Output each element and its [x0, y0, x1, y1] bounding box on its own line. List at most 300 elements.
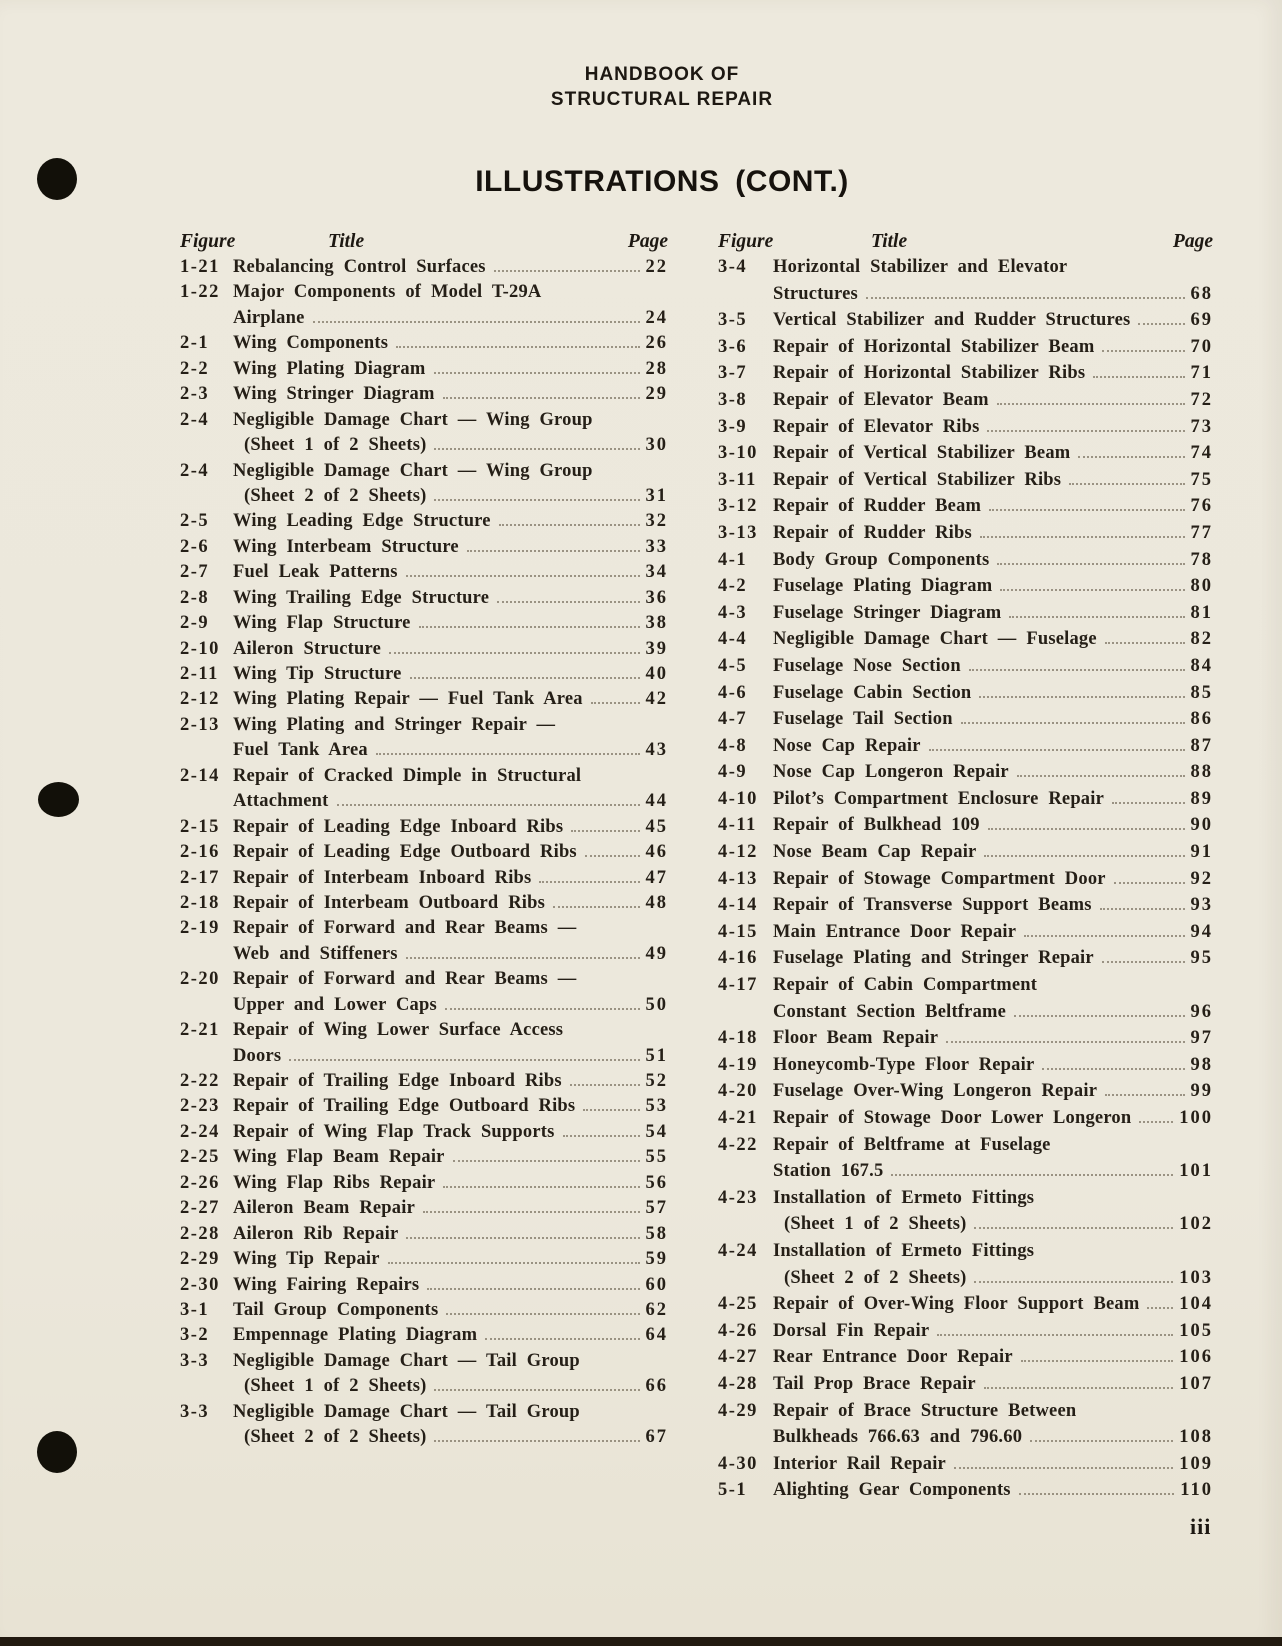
figure-number: 2-5: [180, 511, 210, 532]
page-number: 103: [1179, 1267, 1213, 1288]
dot-leader: [961, 722, 1185, 724]
toc-rows: [718, 257, 1213, 1507]
figure-number: 4-30: [718, 1453, 758, 1474]
toc-row: [718, 417, 1213, 444]
toc-column-left: [180, 231, 668, 1453]
page-number: 90: [1190, 815, 1213, 836]
figure-title: Repair of Elevator Beam: [773, 389, 989, 410]
page-number: 94: [1190, 921, 1213, 942]
dot-leader: [445, 1008, 640, 1010]
page-number: 26: [645, 333, 668, 354]
toc-row: [718, 363, 1213, 390]
dot-leader: [591, 702, 640, 704]
figure-title: Wing Flap Ribs Repair: [233, 1172, 436, 1193]
dot-leader: [1024, 935, 1184, 937]
dot-leader: [497, 601, 639, 603]
figure-title: Repair of Trailing Edge Inboard Ribs: [233, 1071, 562, 1091]
figure-number: 3-8: [718, 389, 748, 410]
figure-title: Rear Entrance Door Repair: [773, 1347, 1013, 1368]
toc-row: [718, 1002, 1213, 1029]
figure-number: 3-2: [180, 1325, 210, 1346]
dot-leader: [1042, 1068, 1184, 1070]
figure-number: 2-12: [180, 689, 220, 710]
toc-row: [180, 969, 668, 994]
toc-row: [180, 944, 668, 969]
figure-title: Repair of Horizontal Stabilizer Beam: [773, 336, 1095, 357]
toc-row: [718, 629, 1213, 656]
figure-number: 3-10: [718, 443, 758, 464]
figure-number: 4-13: [718, 868, 758, 889]
page-number: 22: [645, 257, 668, 277]
figure-title: Rebalancing Control Surfaces: [233, 257, 486, 277]
figure-number: 3-7: [718, 363, 748, 384]
toc-row: [180, 613, 668, 638]
figure-title: (Sheet 2 of 2 Sheets): [244, 1427, 427, 1448]
page-number: 78: [1190, 549, 1213, 570]
toc-row: [718, 1055, 1213, 1082]
toc-row: [180, 384, 668, 409]
figure-title: Repair of Wing Flap Track Supports: [233, 1121, 555, 1142]
page-number: 97: [1190, 1028, 1213, 1049]
toc-row: [718, 1135, 1213, 1162]
toc-row: [718, 736, 1213, 763]
page-number: 101: [1179, 1161, 1213, 1182]
dot-leader: [553, 906, 640, 908]
dot-leader: [406, 575, 640, 577]
figure-title: Repair of Bulkhead 109: [773, 815, 980, 836]
figure-title: Repair of Stowage Compartment Door: [773, 868, 1106, 889]
figure-number: 2-26: [180, 1172, 220, 1193]
figure-title: Fuselage Nose Section: [773, 655, 961, 676]
toc-row: [718, 1480, 1213, 1507]
figure-title: Airplane: [233, 307, 305, 328]
toc-row: [718, 1108, 1213, 1135]
toc-row: [180, 537, 668, 562]
page-number: 47: [645, 867, 668, 888]
toc-row: [180, 842, 668, 867]
dot-leader: [984, 855, 1184, 857]
figure-number: 2-30: [180, 1274, 220, 1295]
page-number: 102: [1179, 1214, 1213, 1235]
figure-number: 5-1: [718, 1480, 748, 1501]
figure-number: 4-16: [718, 948, 758, 969]
page-number: 53: [645, 1096, 668, 1117]
page-number: 45: [645, 816, 668, 837]
figure-number: 2-2: [180, 358, 210, 379]
figure-title: Repair of Elevator Ribs: [773, 416, 980, 437]
figure-number: 2-7: [180, 562, 210, 583]
hole-punch: [37, 1431, 77, 1473]
figure-title: Negligible Damage Chart — Tail Group: [233, 1350, 580, 1371]
figure-number: 4-3: [718, 602, 748, 623]
figure-title: Repair of Forward and Rear Beams —: [233, 918, 577, 939]
toc-row: [718, 1241, 1213, 1268]
toc-row: [718, 523, 1213, 550]
figure-number: 4-25: [718, 1294, 758, 1315]
figure-number: 4-18: [718, 1028, 758, 1049]
page-number: 75: [1190, 469, 1213, 490]
figure-number: 3-3: [180, 1401, 210, 1422]
page-number: 56: [645, 1172, 668, 1193]
figure-number: 2-24: [180, 1121, 220, 1142]
figure-number: 2-3: [180, 384, 210, 405]
dot-leader: [499, 524, 640, 526]
toc-row: [180, 715, 668, 740]
figure-number: 2-11: [180, 664, 219, 684]
page-number: 93: [1190, 895, 1213, 916]
toc-row: [718, 1401, 1213, 1428]
dot-leader: [1021, 1360, 1174, 1362]
figure-title: Floor Beam Repair: [773, 1028, 939, 1049]
figure-title: Fuel Leak Patterns: [233, 562, 398, 583]
figure-number: 4-28: [718, 1373, 758, 1394]
toc-column-right: [718, 231, 1213, 1507]
dot-leader: [467, 550, 640, 552]
figure-number: 3-1: [180, 1299, 210, 1320]
figure-title: Nose Cap Longeron Repair: [773, 762, 1009, 783]
toc-row: [718, 815, 1213, 842]
figure-title: Fuel Tank Area: [233, 740, 368, 761]
page-number: 89: [1190, 788, 1213, 809]
figure-number: 4-26: [718, 1320, 758, 1341]
toc-row: [180, 435, 668, 460]
figure-number: 3-3: [180, 1350, 210, 1371]
dot-leader: [984, 1387, 1173, 1389]
dot-leader: [570, 1084, 640, 1086]
figure-number: 2-19: [180, 918, 220, 939]
figure-title: Repair of Interbeam Outboard Ribs: [233, 892, 545, 913]
page-number: 34: [645, 562, 668, 583]
figure-title: Repair of Beltframe at Fuselage: [773, 1134, 1051, 1155]
figure-number: 3-5: [718, 310, 748, 331]
dot-leader: [1017, 775, 1185, 777]
title-column-header: Title: [871, 231, 908, 252]
dot-leader: [988, 828, 1185, 830]
dot-leader: [446, 1313, 639, 1315]
column-headers: [718, 231, 1213, 257]
figure-title: Repair of Leading Edge Outboard Ribs: [233, 842, 577, 863]
dot-leader: [989, 509, 1184, 511]
toc-row: [718, 1374, 1213, 1401]
toc-row: [180, 1122, 668, 1147]
page-number: 59: [645, 1249, 668, 1270]
dot-leader: [1114, 882, 1185, 884]
figure-title: Repair of Rudder Ribs: [773, 522, 972, 543]
page-number: 96: [1190, 1001, 1213, 1022]
figure-title: Repair of Over-Wing Floor Support Beam: [773, 1294, 1140, 1315]
page-number: 67: [645, 1427, 668, 1448]
page-number: 106: [1179, 1347, 1213, 1368]
dot-leader: [954, 1467, 1173, 1469]
toc-row: [180, 766, 668, 791]
figure-title: Repair of Rudder Beam: [773, 496, 982, 517]
page-number: 85: [1190, 682, 1213, 703]
figure-title: Attachment: [233, 791, 329, 812]
dot-leader: [494, 270, 640, 272]
figure-number: 4-9: [718, 762, 748, 783]
page-number: 62: [645, 1299, 668, 1320]
page-number: 51: [645, 1045, 668, 1066]
figure-title: Repair of Interbeam Inboard Ribs: [233, 867, 532, 888]
toc-row: [718, 1028, 1213, 1055]
toc-row: [180, 486, 668, 511]
figure-number: 4-17: [718, 975, 758, 996]
dot-leader: [1102, 961, 1185, 963]
page-number: 55: [645, 1147, 668, 1168]
toc-row: [180, 1071, 668, 1096]
figure-number: 3-11: [718, 469, 757, 490]
figure-number: 2-20: [180, 969, 220, 990]
figure-title: Wing Plating Diagram: [233, 358, 426, 379]
figure-title: Wing Stringer Diagram: [233, 384, 435, 405]
figure-number: 2-13: [180, 714, 220, 735]
page-number: 46: [645, 842, 668, 863]
figure-number: 2-25: [180, 1147, 220, 1168]
toc-row: [180, 791, 668, 816]
toc-row: [718, 869, 1213, 896]
figure-number: 4-8: [718, 735, 748, 756]
dot-leader: [443, 1186, 639, 1188]
page-number: 52: [645, 1071, 668, 1091]
figure-title: Fuselage Cabin Section: [773, 682, 972, 703]
toc-row: [718, 1347, 1213, 1374]
dot-leader: [987, 430, 1184, 432]
toc-row: [180, 282, 668, 307]
page-number: 43: [645, 740, 668, 761]
page-number: 92: [1190, 868, 1213, 889]
toc-row: [180, 1020, 668, 1045]
figure-title: Repair of Cabin Compartment: [773, 975, 1038, 996]
toc-row: [718, 550, 1213, 577]
toc-row: [180, 868, 668, 893]
toc-row: [718, 257, 1213, 284]
page-title: ILLUSTRATIONS (CONT.): [475, 165, 849, 198]
figure-title: Negligible Damage Chart — Fuselage: [773, 629, 1097, 650]
dot-leader: [974, 1281, 1173, 1283]
figure-title: Negligible Damage Chart — Wing Group: [233, 460, 593, 481]
title-column-header: Title: [328, 231, 365, 252]
figure-title: Wing Fairing Repairs: [233, 1274, 420, 1295]
dot-leader: [1000, 589, 1184, 591]
figure-title: Fuselage Plating Diagram: [773, 576, 993, 597]
toc-row: [718, 390, 1213, 417]
page-number: 33: [645, 536, 668, 557]
figure-title: Repair of Horizontal Stabilizer Ribs: [773, 363, 1086, 384]
toc-row: [718, 975, 1213, 1002]
page-number: 109: [1179, 1453, 1213, 1474]
toc-rows: [180, 257, 668, 1453]
page-number: 86: [1190, 709, 1213, 730]
dot-leader: [1147, 1307, 1173, 1309]
figure-title: Vertical Stabilizer and Rudder Structures: [773, 310, 1131, 331]
header-line2: STRUCTURAL REPAIR: [550, 89, 774, 110]
page-number: 36: [645, 587, 668, 608]
page-number: 50: [645, 994, 668, 1015]
figure-title: Wing Interbeam Structure: [233, 536, 459, 557]
dot-leader: [980, 536, 1185, 538]
toc-row: [718, 443, 1213, 470]
figure-title: Wing Components: [233, 333, 389, 354]
figure-title: Wing Leading Edge Structure: [233, 511, 491, 532]
figure-title: Repair of Transverse Support Beams: [773, 895, 1092, 916]
dot-leader: [1019, 1493, 1175, 1495]
dot-leader: [539, 881, 639, 883]
page-number: 66: [645, 1376, 668, 1397]
page-number: 84: [1190, 655, 1213, 676]
toc-row: [180, 410, 668, 435]
dot-leader: [974, 1227, 1173, 1229]
figure-title: Wing Flap Structure: [233, 613, 411, 634]
figure-title: Aileron Rib Repair: [233, 1223, 399, 1244]
figure-title: Repair of Leading Edge Inboard Ribs: [233, 816, 564, 837]
toc-row: [180, 1224, 668, 1249]
toc-row: [180, 1046, 668, 1071]
scan-bottom-edge: [0, 1637, 1282, 1646]
dot-leader: [453, 1160, 640, 1162]
dot-leader: [406, 1237, 639, 1239]
dot-leader: [937, 1334, 1173, 1336]
figure-number: 4-6: [718, 682, 748, 703]
dot-leader: [1139, 1121, 1173, 1123]
dot-leader: [866, 297, 1185, 299]
figure-title: Wing Trailing Edge Structure: [233, 587, 490, 608]
dot-leader: [1105, 1094, 1184, 1096]
figure-title: Horizontal Stabilizer and Elevator: [773, 257, 1068, 277]
figure-number: 4-23: [718, 1187, 758, 1208]
toc-row: [180, 1351, 668, 1376]
figure-title: Pilot’s Compartment Enclosure Repair: [773, 788, 1105, 809]
toc-row: [180, 664, 668, 689]
page-number: 32: [645, 511, 668, 532]
toc-row: [180, 918, 668, 943]
page-number: 29: [645, 384, 668, 405]
toc-row: [180, 333, 668, 358]
toc-row: [180, 1300, 668, 1325]
toc-row: [718, 709, 1213, 736]
figure-title: Web and Stiffeners: [233, 943, 398, 964]
toc-row: [180, 257, 668, 282]
figure-number: 3-13: [718, 522, 758, 543]
figure-title: Empennage Plating Diagram: [233, 1325, 478, 1346]
figure-title: Aileron Structure: [233, 638, 381, 659]
toc-row: [718, 922, 1213, 949]
page-number: 105: [1179, 1320, 1213, 1341]
toc-row: [718, 683, 1213, 710]
page-number: 87: [1190, 735, 1213, 756]
page-number: 28: [645, 358, 668, 379]
toc-row: [180, 740, 668, 765]
figure-title: Tail Group Components: [233, 1299, 439, 1320]
figure-number: 4-11: [718, 815, 757, 836]
dot-leader: [434, 499, 639, 501]
dot-leader: [313, 321, 640, 323]
toc-row: [180, 308, 668, 333]
dot-leader: [1009, 616, 1184, 618]
page-number: 44: [645, 791, 668, 812]
toc-row: [718, 1188, 1213, 1215]
figure-number: 4-29: [718, 1400, 758, 1421]
figure-title: Repair of Vertical Stabilizer Beam: [773, 443, 1071, 464]
folio-page-number: iii: [1190, 1514, 1212, 1539]
figure-number: 4-15: [718, 921, 758, 942]
page-number: 49: [645, 943, 668, 964]
dot-leader: [1069, 483, 1184, 485]
figure-number: 2-4: [180, 409, 210, 430]
figure-number: 2-29: [180, 1249, 220, 1270]
figure-title: Negligible Damage Chart — Wing Group: [233, 409, 593, 430]
figure-title: Dorsal Fin Repair: [773, 1320, 930, 1341]
page-number: 24: [645, 307, 668, 328]
toc-row: [180, 359, 668, 384]
page-number: 60: [645, 1274, 668, 1295]
figure-title: Doors: [233, 1045, 282, 1066]
toc-row: [718, 842, 1213, 869]
figure-number: 4-1: [718, 549, 748, 570]
figure-title: Nose Cap Repair: [773, 735, 921, 756]
figure-number: 4-7: [718, 709, 748, 730]
page-number: 76: [1190, 496, 1213, 517]
figure-number: 4-19: [718, 1054, 758, 1075]
figure-number: 4-14: [718, 895, 758, 916]
toc-row: [180, 588, 668, 613]
figure-number: 4-12: [718, 842, 758, 863]
figure-title: Bulkheads 766.63 and 796.60: [773, 1427, 1023, 1448]
dot-leader: [388, 1262, 640, 1264]
toc-row: [180, 1376, 668, 1401]
figure-title: Installation of Ermeto Fittings: [773, 1187, 1035, 1208]
toc-row: [180, 511, 668, 536]
toc-row: [718, 1161, 1213, 1188]
toc-row: [718, 789, 1213, 816]
figure-number: 2-23: [180, 1096, 220, 1117]
page-number: 39: [645, 638, 668, 659]
dot-leader: [434, 1389, 639, 1391]
page-number: 100: [1179, 1108, 1213, 1128]
page-number: 88: [1190, 762, 1213, 783]
figure-title: Main Entrance Door Repair: [773, 921, 1017, 942]
dot-leader: [443, 397, 640, 399]
figure-title: Fuselage Plating and Stringer Repair: [773, 948, 1094, 969]
dot-leader: [1078, 456, 1184, 458]
figure-number: 4-4: [718, 629, 748, 650]
toc-row: [718, 310, 1213, 337]
toc-row: [180, 639, 668, 664]
figure-number: 2-14: [180, 765, 220, 786]
page-number: 70: [1190, 336, 1213, 357]
figure-number: 2-8: [180, 587, 210, 608]
figure-number: 2-6: [180, 536, 210, 557]
toc-row: [180, 1402, 668, 1427]
page-number: 42: [645, 689, 668, 710]
toc-row: [180, 1096, 668, 1121]
figure-number: 3-9: [718, 416, 748, 437]
figure-title: Fuselage Tail Section: [773, 709, 953, 730]
toc-row: [180, 461, 668, 486]
figure-number: 2-4: [180, 460, 210, 481]
figure-title: (Sheet 1 of 2 Sheets): [244, 1376, 427, 1397]
figure-number: 1-22: [180, 282, 220, 303]
page-number: 38: [645, 613, 668, 634]
dot-leader: [1105, 642, 1185, 644]
figure-number: 2-22: [180, 1071, 220, 1091]
figure-number: 2-9: [180, 613, 210, 634]
figure-number: 3-12: [718, 496, 758, 517]
figure-number: 4-2: [718, 576, 748, 597]
dot-leader: [1014, 1015, 1184, 1017]
figure-title: Repair of Wing Lower Surface Access: [233, 1020, 564, 1041]
page-number: 99: [1190, 1081, 1213, 1102]
dot-leader: [396, 346, 639, 348]
